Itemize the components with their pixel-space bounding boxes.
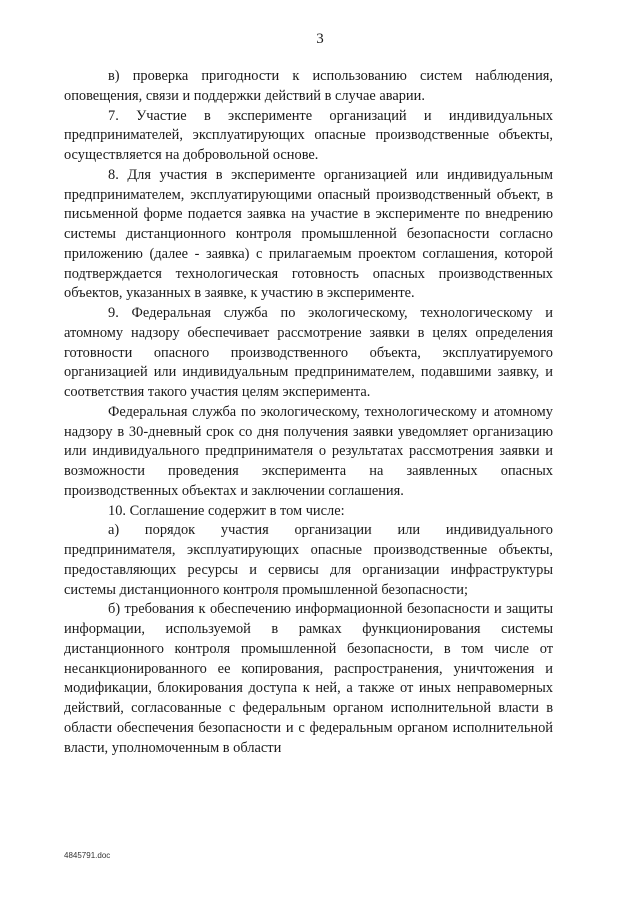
document-body (64, 67, 553, 758)
paragraph-10: 10. Соглашение содержит в том числе: (108, 502, 345, 519)
paragraph-8: 8. Для участия в эксперименте организацией или индивидуальным предпринимателем, эксплуатирующими опасный производственный объект, в письменной форме подается заявка на участие в эксперименте по внедрению системы дистанционного контроля промышленной безопасности согласно приложению (далее - заявка) с прилагаемым проектом соглашения, которой подтверждается технологическая готовность опасных производственных объектов, указанных в заявке, к участию в эксперименте. (64, 166, 553, 302)
paragraph-10-item-a: а) порядок участия организации или индивидуального предпринимателя, эксплуатирующих опасные производственные объекты, предоставляющих ресурсы и сервисы для организации инфраструктуры системы дистанционного контроля промышленной безопасности; (64, 522, 553, 598)
paragraph-10-item-b: б) требования к обеспечению информационной безопасности и защиты информации, используемой в рамках функционирования системы дистанционного контроля промышленной безопасности, в том числе от несанкционированного ее копирования, распространения, уничтожения и модификации, блокирования доступа к ней, а также от иных неправомерных действий, согласованные с федеральным органом исполнительной власти в области обеспечения безопасности и с федеральным органом исполнительной власти, уполномоченным в области (64, 601, 553, 756)
paragraph-9: 9. Федеральная служба по экологическому, технологическому и атомному надзору обеспечивает рассмотрение заявки в целях определения готовности опасного производственного объекта, эксплуатируемого организацией или индивидуальным предпринимателем, подавшими заявку, и соответствия такого участия целям эксперимента. (64, 305, 553, 400)
paragraph-7: 7. Участие в эксперименте организаций и индивидуальных предпринимателей, эксплуатирующих опасные производственные объекты, осуществляется на добровольной основе. (64, 107, 553, 163)
document-file-code: 4845791.doc (64, 851, 111, 860)
paragraph-9-continued: Федеральная служба по экологическому, технологическому и атомному надзору в 30-дневный срок со дня получения заявки уведомляет организацию или индивидуального предпринимателя о результатах рассмотрения заявки и возможности проведения эксперимента на заявленных опасных производственных объектах и заключении соглашения. (64, 403, 553, 499)
paragraph-item-v: в) проверка пригодности к использованию систем наблюдения, оповещения, связи и поддержки действий в случае аварии. (64, 68, 553, 104)
page-number: 3 (316, 31, 324, 47)
